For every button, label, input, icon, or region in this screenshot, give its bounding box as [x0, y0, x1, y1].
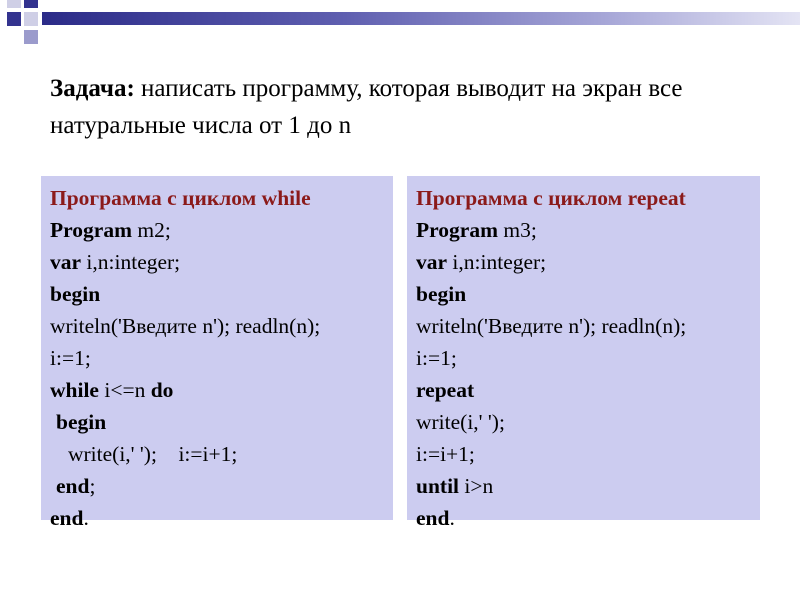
code-line: i:=1;: [416, 346, 457, 370]
code-line: Program m2;: [50, 218, 171, 242]
code-line: i:=1;: [50, 346, 91, 370]
decor-square: [24, 30, 38, 44]
code-line: begin: [50, 282, 101, 306]
decorative-header: [0, 0, 800, 50]
code-line: Program m3;: [416, 218, 537, 242]
code-line: i:=i+1;: [416, 442, 475, 466]
decor-square: [7, 0, 21, 8]
code-line: begin: [56, 410, 107, 434]
code-line: writeln('Введите n'); readln(n);: [50, 314, 321, 338]
task-label: Задача:: [50, 75, 135, 102]
task-statement: [50, 70, 770, 144]
code-line: repeat: [416, 378, 475, 402]
panel-heading: Программа с циклом repeat: [416, 186, 686, 210]
code-line: end;: [56, 474, 96, 498]
decor-square: [24, 0, 38, 8]
code-panel-repeat: [407, 176, 760, 530]
code-line: end.: [50, 506, 89, 530]
decor-square: [7, 12, 21, 26]
code-line: writeln('Введите n'); readln(n);: [416, 314, 687, 338]
code-line: while i<=n do: [50, 378, 174, 402]
code-panel-while: [41, 176, 393, 530]
code-line: begin: [416, 282, 467, 306]
decor-square: [24, 12, 38, 26]
decor-gradient-bar: [42, 12, 800, 25]
task-text: написать программу, которая выводит на экран все натуральные числа от 1 до n: [50, 75, 683, 139]
code-line: write(i,' '); i:=i+1;: [68, 442, 238, 466]
code-line: write(i,' ');: [416, 410, 505, 434]
code-line: until i>n: [416, 474, 494, 498]
code-line: end.: [416, 506, 455, 530]
code-line: var i,n:integer;: [416, 250, 547, 274]
panel-heading: Программа с циклом while: [50, 186, 311, 210]
code-line: var i,n:integer;: [50, 250, 181, 274]
